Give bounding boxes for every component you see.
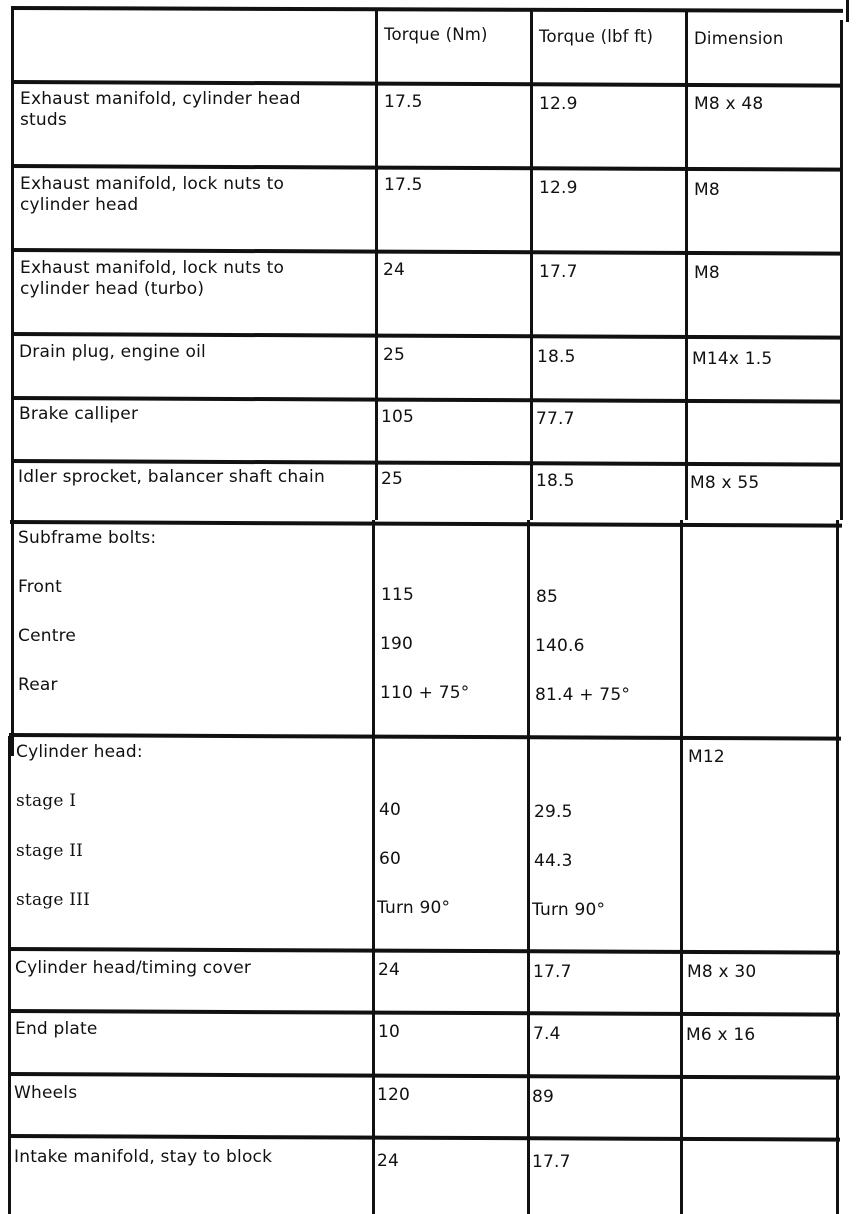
row-torque-nm: 105 (381, 407, 415, 427)
row-torque-lbf: 12.9 (539, 94, 578, 114)
row-torque-lbf: 17.7 (533, 962, 572, 982)
sub-row-torque-lbf: Turn 90° (532, 900, 606, 920)
row-divider (11, 332, 843, 340)
sub-row-torque-lbf: 140.6 (535, 636, 585, 656)
sub-row-torque-lbf: 29.5 (534, 802, 573, 822)
row-divider (11, 248, 843, 256)
sub-row-item: Centre (18, 626, 77, 646)
row-torque-nm: 25 (381, 469, 404, 489)
sub-row-item: stage I (16, 791, 77, 811)
table-left-border (8, 736, 11, 1214)
column-divider (372, 520, 375, 1214)
row-dimension: M6 x 16 (686, 1025, 756, 1045)
row-item: Exhaust manifold, cylinder head studs (20, 89, 301, 130)
row-torque-nm: 120 (377, 1085, 411, 1105)
column-divider (527, 520, 530, 1214)
header-dimension: Dimension (694, 29, 784, 48)
row-torque-nm: 17.5 (384, 175, 423, 195)
table-left-border (11, 8, 14, 756)
header-torque-lbf: Torque (lbf ft) (539, 27, 654, 46)
row-torque-lbf: 12.9 (539, 178, 578, 198)
row-divider (11, 459, 843, 467)
row-divider (11, 80, 843, 88)
row-item: Exhaust manifold, lock nuts to cylinder head (20, 174, 285, 215)
row-torque-nm: 25 (383, 345, 406, 365)
row-item: End plate (15, 1019, 98, 1039)
row-divider (8, 1009, 840, 1017)
sub-row-torque-lbf: 85 (536, 587, 559, 607)
row-torque-nm: 17.5 (384, 92, 423, 112)
row-divider (8, 1134, 840, 1142)
row-torque-lbf: 89 (532, 1087, 555, 1107)
sub-row-torque-lbf: 44.3 (534, 851, 573, 871)
row-item: Cylinder head: (16, 742, 143, 762)
row-torque-lbf: 77.7 (536, 409, 575, 429)
row-torque-lbf: 18.5 (537, 347, 576, 367)
row-item: Brake calliper (19, 404, 139, 424)
row-item: Exhaust manifold, lock nuts to cylinder head (turbo) (20, 258, 285, 299)
table-right-border (840, 20, 843, 520)
row-item: Wheels (14, 1083, 78, 1103)
sub-row-torque-nm: 110 + 75° (380, 683, 470, 703)
row-divider (11, 164, 843, 172)
row-item: Intake manifold, stay to block (14, 1147, 273, 1167)
row-dimension: M14x 1.5 (692, 349, 773, 369)
sub-row-item: Rear (18, 675, 58, 695)
row-torque-nm: 10 (378, 1022, 401, 1042)
column-divider (530, 10, 533, 520)
row-torque-nm: 24 (377, 1151, 400, 1171)
row-item: Idler sprocket, balancer shaft chain (18, 467, 325, 487)
row-torque-nm: 24 (383, 260, 406, 280)
row-divider (8, 947, 840, 955)
table-right-border (836, 520, 839, 1214)
row-divider (9, 733, 841, 741)
header-torque-nm: Torque (Nm) (384, 25, 488, 44)
column-divider (680, 520, 683, 1214)
row-dimension: M8 x 55 (690, 473, 760, 493)
row-torque-nm: 24 (378, 960, 401, 980)
sub-row-torque-lbf: 81.4 + 75° (535, 685, 631, 705)
sub-row-torque-nm: 60 (379, 849, 402, 869)
column-divider (375, 10, 378, 520)
row-item: Cylinder head/timing cover (15, 958, 252, 978)
row-divider (11, 6, 843, 13)
sub-row-item: stage III (16, 890, 90, 910)
row-dimension: M8 (694, 263, 720, 283)
sub-row-item: stage II (16, 841, 84, 861)
row-torque-lbf: 17.7 (532, 1152, 571, 1172)
row-divider (10, 520, 842, 528)
row-torque-lbf: 7.4 (533, 1024, 561, 1044)
row-divider (8, 1072, 840, 1080)
sub-row-torque-nm: 190 (380, 634, 414, 654)
row-dimension: M12 (688, 747, 725, 767)
row-torque-lbf: 17.7 (539, 262, 578, 282)
row-divider (11, 396, 843, 404)
row-torque-lbf: 18.5 (536, 471, 575, 491)
scan-edge-mark (846, 0, 849, 22)
sub-row-torque-nm: 115 (381, 585, 415, 605)
sub-row-torque-nm: Turn 90° (377, 898, 451, 918)
row-dimension: M8 x 48 (694, 94, 764, 114)
sub-row-torque-nm: 40 (379, 800, 402, 820)
row-item: Subframe bolts: (18, 528, 157, 548)
row-dimension: M8 (694, 180, 720, 200)
row-dimension: M8 x 30 (687, 962, 757, 982)
row-item: Drain plug, engine oil (19, 342, 206, 362)
sub-row-item: Front (18, 577, 62, 597)
